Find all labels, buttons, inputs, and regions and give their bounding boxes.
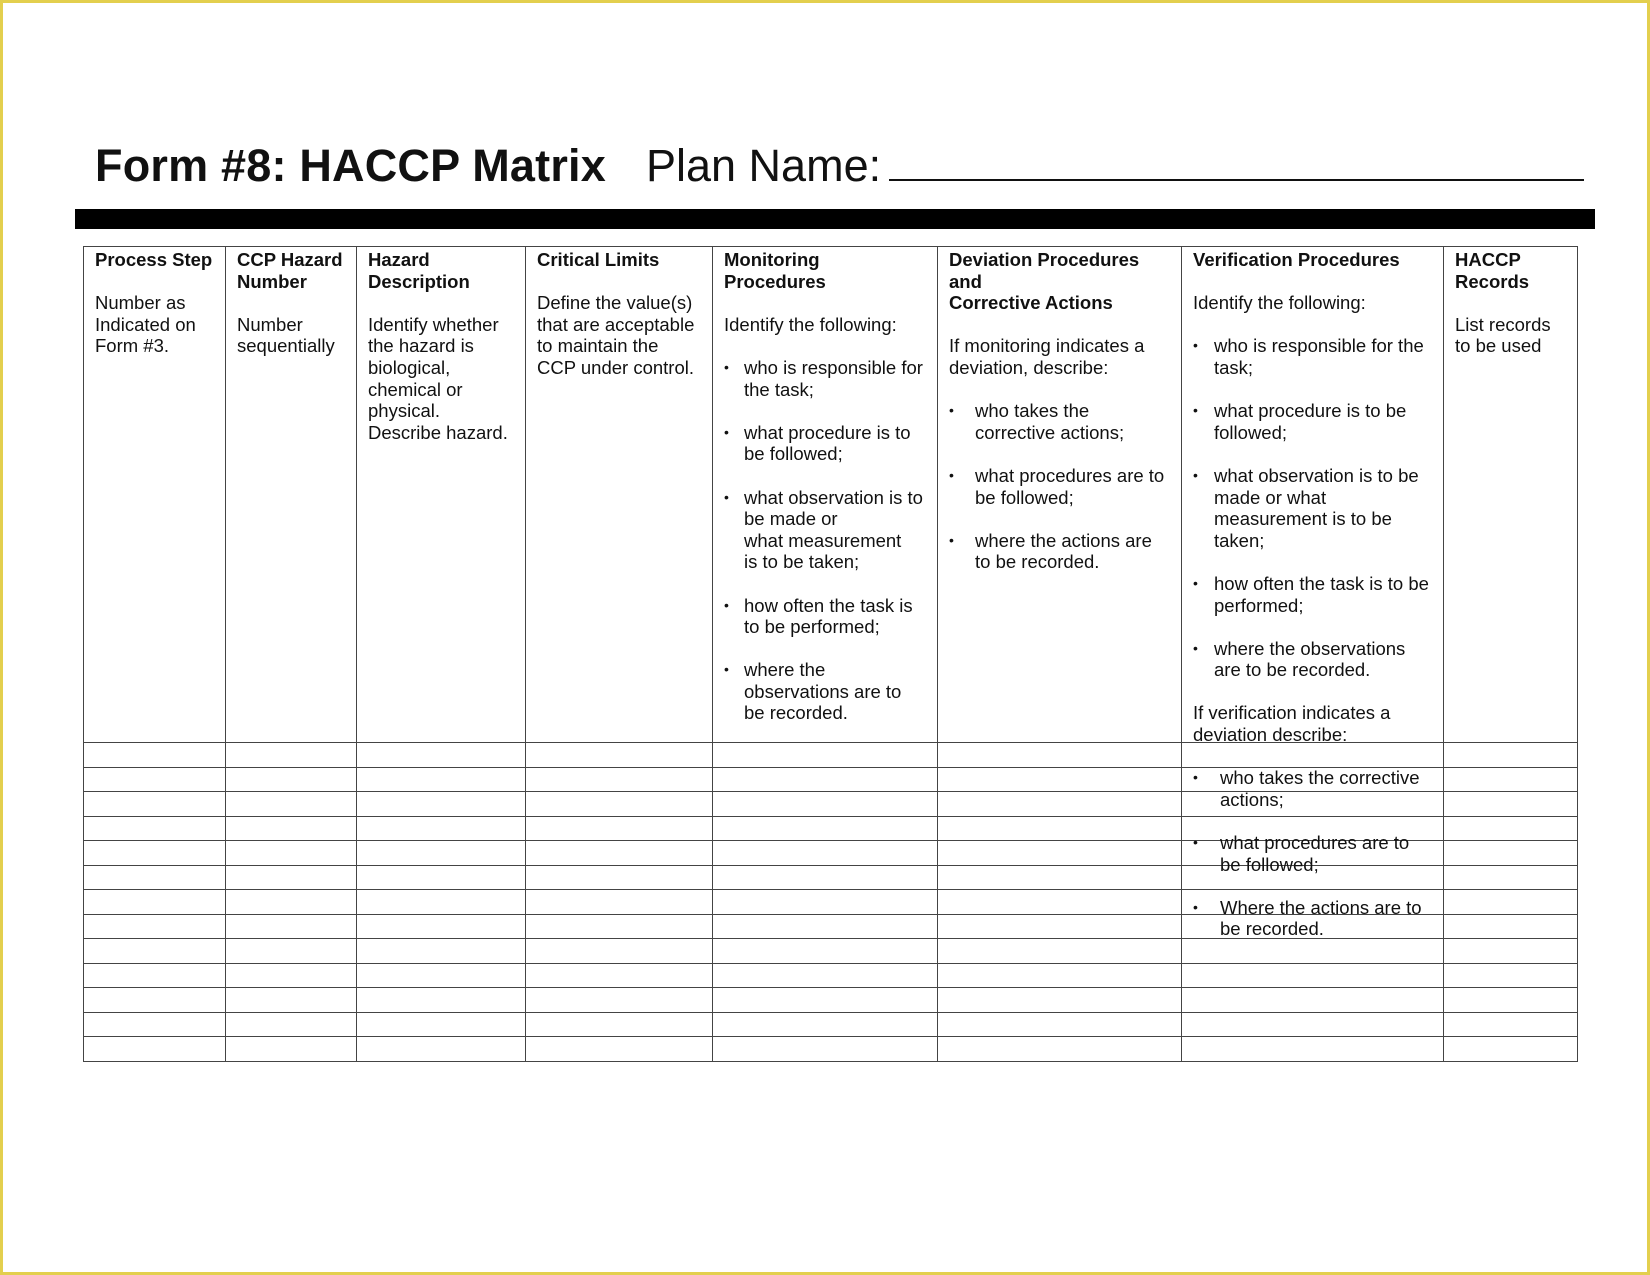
- column-hazard-description: [357, 247, 526, 743]
- entry-cell[interactable]: [1444, 988, 1578, 1013]
- entry-cell[interactable]: [1444, 743, 1578, 768]
- entry-cell[interactable]: [84, 988, 226, 1013]
- column-monitoring-procedures: [713, 247, 938, 743]
- entry-cell[interactable]: [226, 743, 357, 768]
- form-title: Form #8: HACCP Matrix: [95, 140, 606, 191]
- column-description: Number as Indicated on Form #3.: [95, 292, 196, 357]
- entry-cell[interactable]: [226, 767, 357, 792]
- entry-cell[interactable]: [526, 743, 713, 768]
- monitoring-bullet-list: [724, 335, 931, 745]
- entry-cell[interactable]: [357, 1037, 526, 1062]
- table-row: [84, 1012, 1578, 1037]
- entry-cell[interactable]: [713, 816, 938, 841]
- entry-cell[interactable]: [84, 841, 226, 866]
- entry-cell[interactable]: [84, 865, 226, 890]
- column-intro: Identify the following:: [724, 313, 897, 335]
- entry-cell[interactable]: [226, 988, 357, 1013]
- verification-deviation-bullet-list: [1193, 746, 1437, 962]
- column-title: Verification Procedures: [1193, 249, 1400, 270]
- entry-cell[interactable]: [526, 939, 713, 964]
- entry-cell[interactable]: [357, 939, 526, 964]
- entry-cell[interactable]: [84, 939, 226, 964]
- column-description: List records to be used: [1455, 313, 1551, 357]
- entry-cell[interactable]: [1182, 1037, 1444, 1062]
- entry-cell[interactable]: [226, 890, 357, 915]
- entry-cell[interactable]: [938, 841, 1182, 866]
- header-row: [84, 247, 1578, 743]
- column-intro: If monitoring indicates a deviation, describe:: [949, 335, 1145, 378]
- entry-cell[interactable]: [526, 792, 713, 817]
- entry-cell[interactable]: [226, 939, 357, 964]
- entry-cell[interactable]: [713, 939, 938, 964]
- entry-cell[interactable]: [938, 963, 1182, 988]
- entry-cell[interactable]: [357, 841, 526, 866]
- entry-cell[interactable]: [1444, 1037, 1578, 1062]
- list-item: • what procedures are to be followed;: [949, 465, 1175, 508]
- verification-bullet-list: [1193, 314, 1437, 703]
- entry-cell[interactable]: [226, 1012, 357, 1037]
- entry-cell[interactable]: [713, 914, 938, 939]
- entry-cell[interactable]: [713, 743, 938, 768]
- column-deviation-procedures: [938, 247, 1182, 743]
- entry-cell[interactable]: [84, 792, 226, 817]
- entry-cell[interactable]: [84, 914, 226, 939]
- entry-cell[interactable]: [226, 963, 357, 988]
- deviation-bullet-list: [949, 379, 1175, 595]
- entry-cell[interactable]: [938, 914, 1182, 939]
- haccp-matrix-table: [83, 246, 1578, 1062]
- column-title: Hazard Description: [368, 249, 470, 292]
- entry-cell[interactable]: [226, 914, 357, 939]
- column-title: Deviation Procedures and Corrective Actions: [949, 249, 1140, 314]
- entry-cell[interactable]: [357, 767, 526, 792]
- entry-cell[interactable]: [713, 1037, 938, 1062]
- entry-cell[interactable]: [1444, 1012, 1578, 1037]
- entry-cell[interactable]: [526, 816, 713, 841]
- entry-cell[interactable]: [1444, 767, 1578, 792]
- column-title: CCP Hazard Number: [237, 249, 343, 292]
- entry-cell[interactable]: [938, 1012, 1182, 1037]
- entry-cell[interactable]: [938, 816, 1182, 841]
- entry-cell[interactable]: [357, 792, 526, 817]
- column-intro: Identify the following:: [1193, 292, 1366, 314]
- column-description: Define the value(s) that are acceptable to maintain the CCP under control.: [537, 292, 695, 378]
- entry-cell[interactable]: [84, 743, 226, 768]
- entry-cell[interactable]: [526, 914, 713, 939]
- entry-cell[interactable]: [357, 988, 526, 1013]
- entry-cell[interactable]: [84, 890, 226, 915]
- column-verification-procedures: [1182, 247, 1444, 940]
- list-item: • who is responsible for the task;: [1193, 335, 1437, 378]
- entry-cell[interactable]: [357, 914, 526, 939]
- entry-cell[interactable]: [1444, 792, 1578, 817]
- entry-cell[interactable]: [1444, 914, 1578, 939]
- entry-cell[interactable]: [84, 816, 226, 841]
- entry-cell[interactable]: [84, 963, 226, 988]
- entry-cell[interactable]: [1182, 963, 1444, 988]
- list-item: • what procedures are to be followed;: [1193, 832, 1437, 875]
- list-item: • what procedure is to be followed;: [1193, 400, 1437, 443]
- plan-name-label: Plan Name:: [645, 140, 882, 191]
- list-item: • who is responsible for the task;: [724, 357, 931, 400]
- entry-cell[interactable]: [938, 988, 1182, 1013]
- entry-cell[interactable]: [1444, 939, 1578, 964]
- entry-cell[interactable]: [713, 963, 938, 988]
- list-item: • where the observations are to be recorded.: [1193, 638, 1437, 681]
- entry-cell[interactable]: [1444, 865, 1578, 890]
- column-process-step: [84, 247, 226, 743]
- table-row: [84, 963, 1578, 988]
- list-item: • what procedure is to be followed;: [724, 422, 931, 465]
- entry-cell[interactable]: [526, 988, 713, 1013]
- column-title: HACCP Records: [1455, 249, 1530, 292]
- entry-cell[interactable]: [713, 767, 938, 792]
- entry-cell[interactable]: [357, 743, 526, 768]
- entry-cell[interactable]: [526, 767, 713, 792]
- entry-cell[interactable]: [1444, 963, 1578, 988]
- list-item: • where the actions are to be recorded.: [949, 530, 1175, 573]
- plan-name-field[interactable]: [889, 141, 1584, 181]
- entry-cell[interactable]: [226, 1037, 357, 1062]
- entry-cell[interactable]: [526, 1037, 713, 1062]
- entry-cell[interactable]: [357, 1012, 526, 1037]
- column-description: Number sequentially: [237, 313, 335, 357]
- column-ccp-hazard-number: [226, 247, 357, 743]
- list-item: • what observation is to be made or what measurement is to be taken;: [724, 487, 931, 573]
- entry-cell[interactable]: [713, 1012, 938, 1037]
- entry-cell[interactable]: [713, 841, 938, 866]
- table-row: [84, 939, 1578, 964]
- header-divider-bar: [75, 209, 1595, 229]
- entry-cell[interactable]: [713, 890, 938, 915]
- list-item: • who takes the corrective actions;: [1193, 767, 1437, 810]
- column-title: Monitoring Procedures: [724, 249, 826, 292]
- entry-cell[interactable]: [526, 890, 713, 915]
- entry-cell[interactable]: [357, 865, 526, 890]
- table-row: [84, 1037, 1578, 1062]
- entry-cell[interactable]: [1444, 841, 1578, 866]
- list-item: • Where the actions are to be recorded.: [1193, 897, 1437, 940]
- entry-cell[interactable]: [713, 865, 938, 890]
- form-header: [95, 140, 1584, 192]
- entry-cell[interactable]: [84, 1037, 226, 1062]
- entry-cell[interactable]: [1182, 988, 1444, 1013]
- entry-cell[interactable]: [226, 841, 357, 866]
- entry-cell[interactable]: [84, 767, 226, 792]
- list-item: • who takes the corrective actions;: [949, 400, 1175, 443]
- table-row: [84, 988, 1578, 1013]
- entry-cell[interactable]: [1182, 1012, 1444, 1037]
- entry-cell[interactable]: [938, 767, 1182, 792]
- entry-cell[interactable]: [526, 841, 713, 866]
- entry-cell[interactable]: [713, 792, 938, 817]
- entry-cell[interactable]: [938, 890, 1182, 915]
- column-description: Identify whether the hazard is biological, chemical or physical. Describe hazard.: [368, 313, 508, 443]
- entry-cell[interactable]: [226, 816, 357, 841]
- entry-cell[interactable]: [938, 939, 1182, 964]
- entry-cell[interactable]: [226, 865, 357, 890]
- entry-cell[interactable]: [226, 792, 357, 817]
- entry-cell[interactable]: [1182, 743, 1444, 768]
- column-haccp-records: [1444, 247, 1578, 743]
- column-critical-limits: [526, 247, 713, 743]
- entry-cell[interactable]: [526, 963, 713, 988]
- column-title: Process Step: [95, 249, 213, 270]
- entry-cell[interactable]: [713, 988, 938, 1013]
- entry-cell[interactable]: [938, 865, 1182, 890]
- list-item: • how often the task is to be performed;: [1193, 573, 1437, 616]
- entry-cell[interactable]: [938, 743, 1182, 768]
- entry-cell[interactable]: [526, 865, 713, 890]
- list-item: • where the observations are to be recorded.: [724, 659, 931, 724]
- entry-cell[interactable]: [1444, 816, 1578, 841]
- entry-cell[interactable]: [526, 1012, 713, 1037]
- entry-cell[interactable]: [1182, 939, 1444, 964]
- column-title: Critical Limits: [537, 249, 660, 270]
- entry-cell[interactable]: [357, 890, 526, 915]
- entry-cell[interactable]: [938, 1037, 1182, 1062]
- entry-cell[interactable]: [938, 792, 1182, 817]
- entry-cell[interactable]: [357, 816, 526, 841]
- table-row: [84, 743, 1578, 768]
- list-item: • how often the task is to be performed;: [724, 595, 931, 638]
- list-item: • what observation is to be made or what measurement is to be taken;: [1193, 465, 1437, 551]
- entry-cell[interactable]: [1444, 890, 1578, 915]
- column-intro-secondary: If verification indicates a deviation describe:: [1193, 702, 1391, 746]
- entry-cell[interactable]: [84, 1012, 226, 1037]
- entry-cell[interactable]: [357, 963, 526, 988]
